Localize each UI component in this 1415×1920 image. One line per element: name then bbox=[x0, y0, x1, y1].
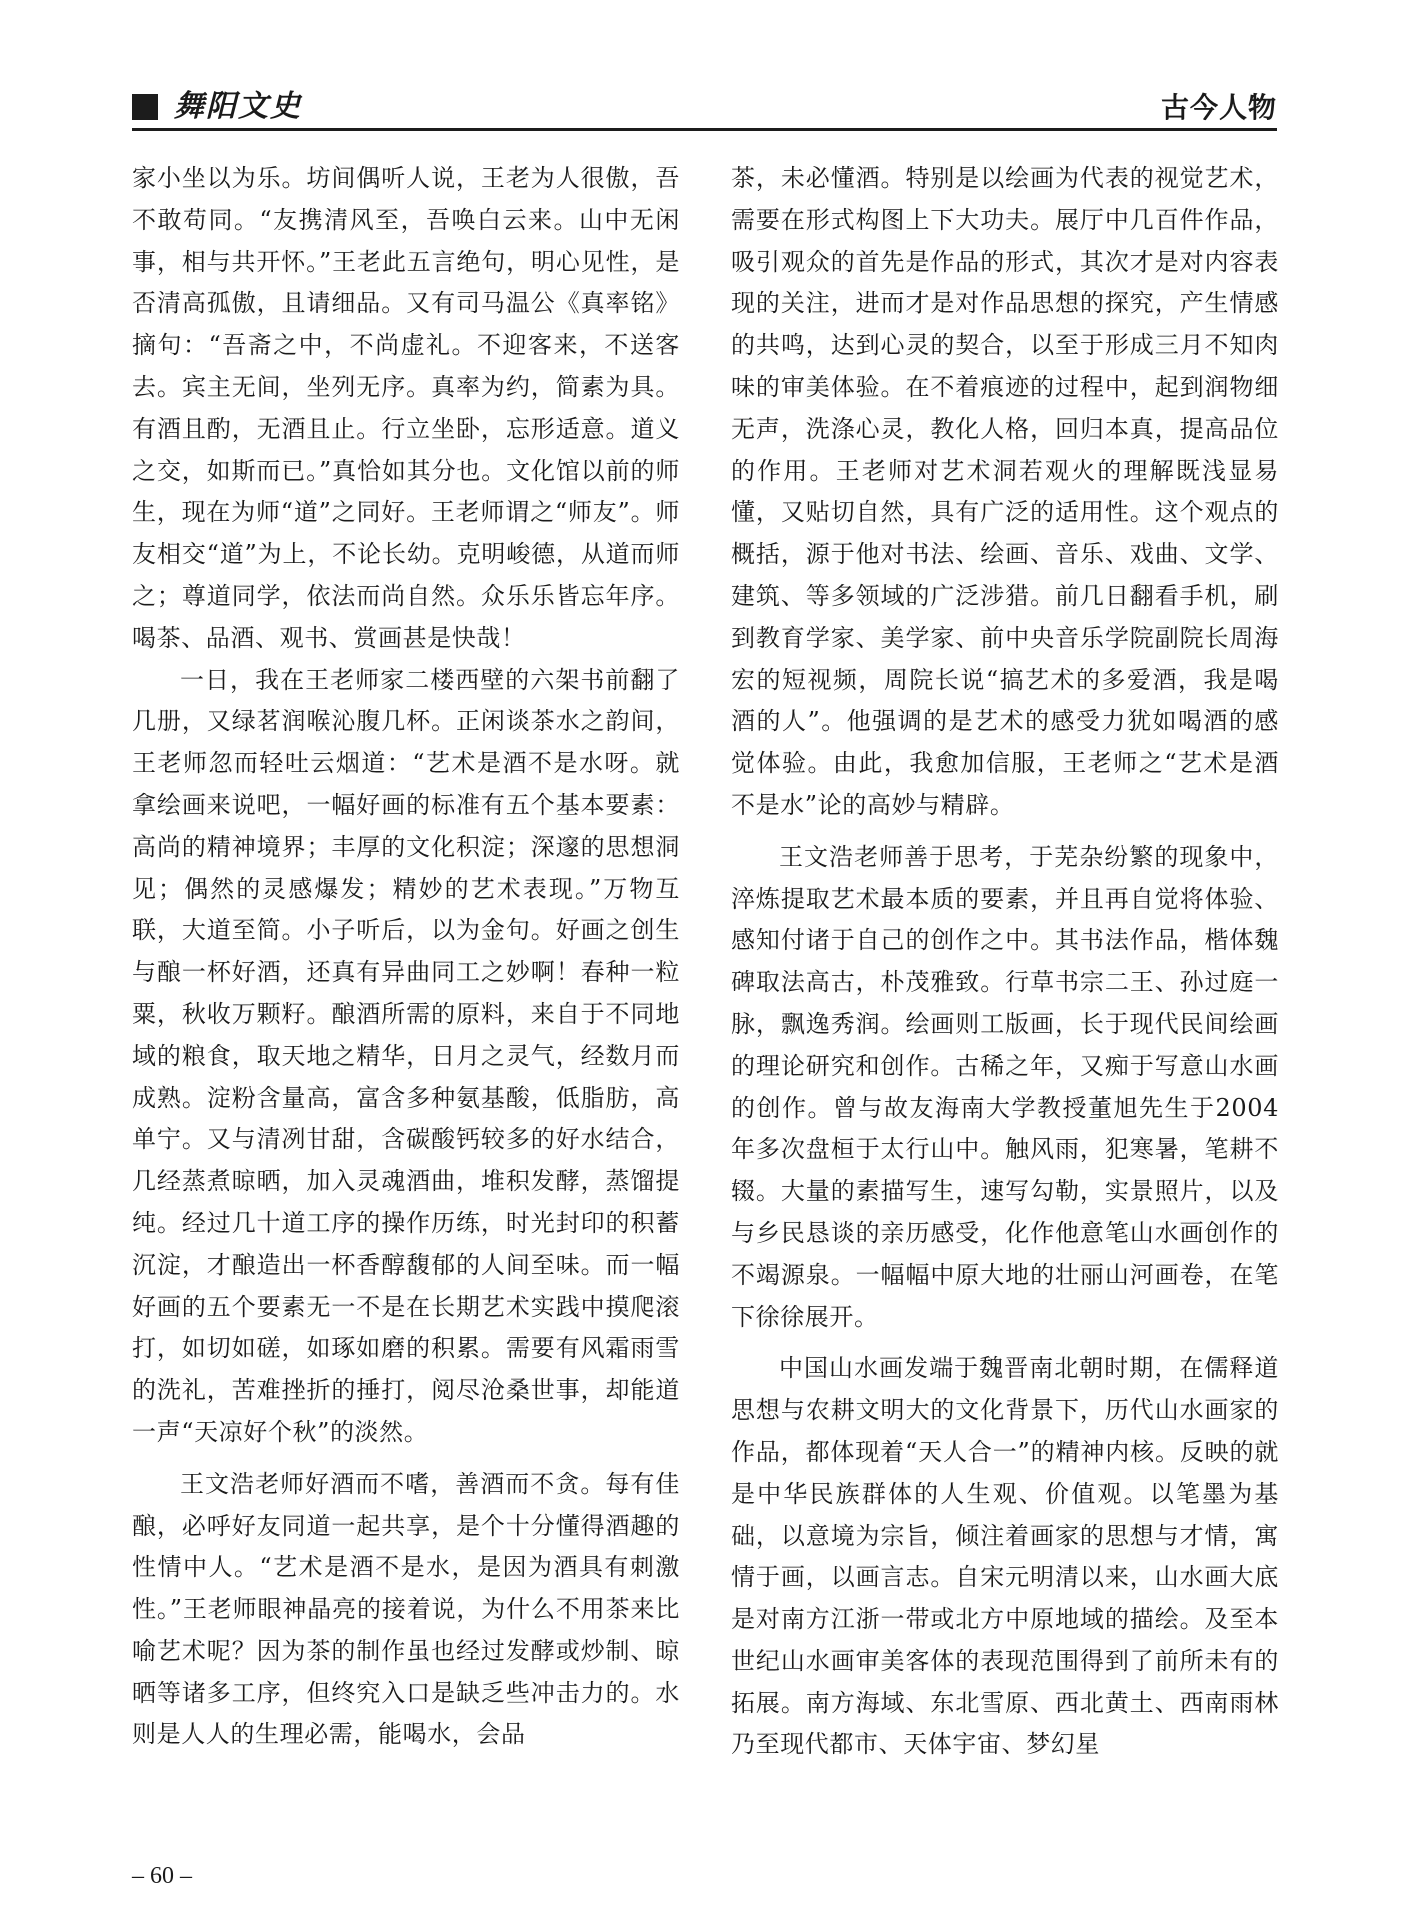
paragraph: 王文浩老师好酒而不嗜，善酒而不贪。每有佳酿，必呼好友同道一起共享，是个十分懂得酒趣的性情中人。“艺术是酒不是水，是因为酒具有刺激性。”王老师眼神晶亮的接着说，为什么不用茶来比喻艺术呢？因为茶的制作虽也经过发酵或炒制、晾晒等诸多工序，但终究入口是缺乏些冲击力的。水则是人人的生理必需，能喝水，会品 bbox=[132, 1469, 680, 1749]
paragraph: 王文浩老师善于思考，于芜杂纷繁的现象中，淬炼提取艺术最本质的要素，并且再自觉将体验、感知付诸于自己的创作之中。其书法作品，楷体魏碑取法高古，朴茂雅致。行草书宗二王、孙过庭一脉，飘逸秀润。绘画则工版画，长于现代民间绘画的理论研究和创作。古稀之年，又痴于写意山水画的创作。曾与故友海南大学教授董旭先生于2004年多次盘桓于太行山中。触风雨，犯寒暑，笔耕不辍。大量的素描写生，速写勾勒，实景照片，以及与乡民恳谈的亲历感受，化作他意笔山水画创作的不竭源泉。一幅幅中原大地的壮丽山河画卷，在笔下徐徐展开。 bbox=[731, 842, 1279, 1331]
paragraph: 中国山水画发端于魏晋南北朝时期，在儒释道思想与农耕文明大的文化背景下，历代山水画家的作品，都体现着“天人合一”的精神内核。反映的就是中华民族群体的人生观、价值观。以笔墨为基础，以意境为宗旨，倾注着画家的思想与才情，寓情于画，以画言志。自宋元明清以来，山水画大底是对南方江浙一带或北方中原地域的描绘。及至本世纪山水画审美客体的表现范围得到了前所未有的拓展。南方海域、东北雪原、西北黄土、西南雨林乃至现代都市、天体宇宙、梦幻星 bbox=[731, 1354, 1279, 1759]
left-column bbox=[132, 158, 680, 1756]
right-column bbox=[731, 158, 1279, 1766]
page-number: – 60 – bbox=[132, 1863, 192, 1889]
header-divider bbox=[132, 128, 1277, 131]
paragraph: 一日，我在王老师家二楼西壁的六架书前翻了几册，又绿茗润喉沁腹几杯。正闲谈茶水之韵间，王老师忽而轻吐云烟道：“艺术是酒不是水呀。就拿绘画来说吧，一幅好画的标准有五个基本要素：高尚的精神境界；丰厚的文化积淀；深邃的思想洞见；偶然的灵感爆发；精妙的艺术表现。”万物互联，大道至简。小子听后，以为金句。好画之创生与酿一杯好酒，还真有异曲同工之妙啊！春种一粒粟，秋收万颗籽。酿酒所需的原料，来自于不同地域的粮食，取天地之精华，日月之灵气，经数月而成熟。淀粉含量高，富含多种氨基酸，低脂肪，高单宁。又与清冽甘甜，含碳酸钙较多的好水结合，几经蒸煮晾晒，加入灵魂酒曲，堆积发酵，蒸馏提纯。经过几十道工序的操作历练，时光封印的积蓄沉淀，才酿造出一杯香醇馥郁的人间至味。而一幅好画的五个要素无一不是在长期艺术实践中摸爬滚打，如切如磋，如琢如磨的积累。需要有风霜雨雪的洗礼，苦难挫折的捶打，阅尽沧桑世事，却能道一声“天凉好个秋”的淡然。 bbox=[132, 665, 680, 1446]
header-square-icon bbox=[132, 94, 158, 120]
section-title: 古今人物 bbox=[1160, 91, 1277, 124]
page-header bbox=[132, 90, 1277, 128]
paragraph: 家小坐以为乐。坊间偶听人说，王老为人很傲，吾不敢苟同。“友携清风至，吾唤白云来。山中无闲事，相与共开怀。”王老此五言绝句，明心见性，是否清高孤傲，且请细品。又有司马温公《真率铭》摘句：“吾斋之中，不尚虚礼。不迎客来，不送客去。宾主无间，坐列无序。真率为约，简素为具。有酒且酌，无酒且止。行立坐卧，忘形适意。道义之交，如斯而已。”真恰如其分也。文化馆以前的师生，现在为师“道”之同好。王老师谓之“师友”。师友相交“道”为上，不论长幼。克明峻德，从道而师之；尊道同学，依法而尚自然。众乐乐皆忘年序。喝茶、品酒、观书、赏画甚是快哉！ bbox=[132, 164, 680, 652]
journal-title: 舞阳文史 bbox=[174, 89, 302, 124]
paragraph: 茶，未必懂酒。特别是以绘画为代表的视觉艺术，需要在形式构图上下大功夫。展厅中几百件作品，吸引观众的首先是作品的形式，其次才是对内容表现的关注，进而才是对作品思想的探究，产生情感的共鸣，达到心灵的契合，以至于形成三月不知肉味的审美体验。在不着痕迹的过程中，起到润物细无声，洗涤心灵，教化人格，回归本真，提高品位的作用。王老师对艺术洞若观火的理解既浅显易懂，又贴切自然，具有广泛的适用性。这个观点的概括，源于他对书法、绘画、音乐、戏曲、文学、建筑、等多领域的广泛涉猎。前几日翻看手机，刷到教育学家、美学家、前中央音乐学院副院长周海宏的短视频，周院长说“搞艺术的多爱酒，我是喝酒的人”。他强调的是艺术的感受力犹如喝酒的感觉体验。由此，我愈加信服，王老师之“艺术是酒不是水”论的高妙与精辟。 bbox=[731, 164, 1279, 819]
